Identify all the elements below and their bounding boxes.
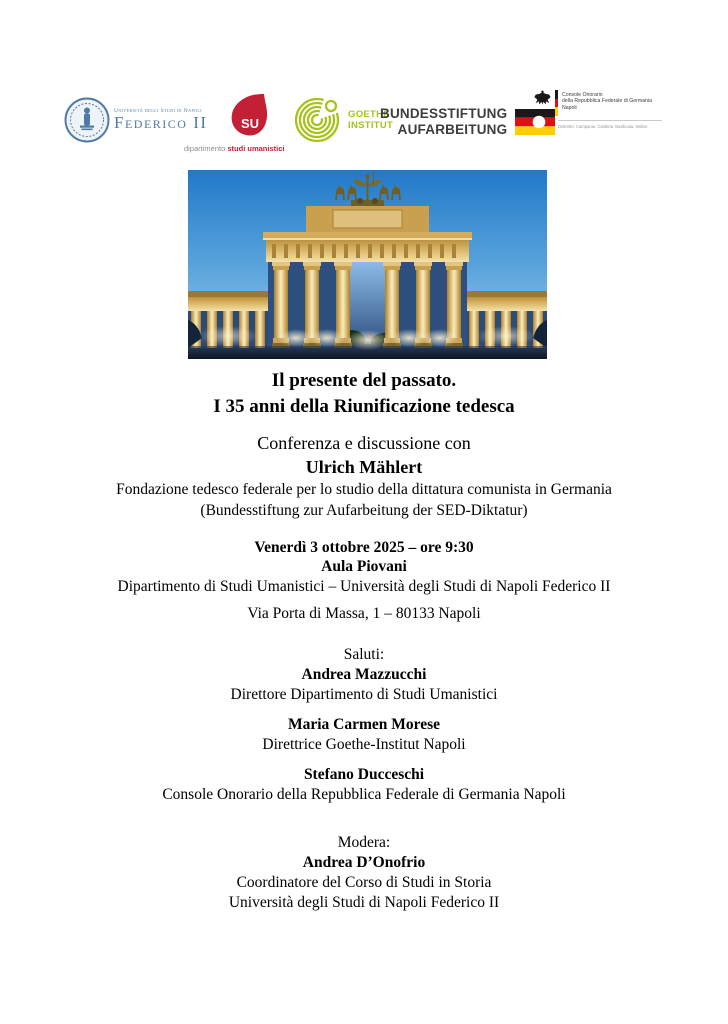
console-districts: Distretto: Campania, Calabria, Basilicata, Molise: [558, 124, 648, 129]
goethe-line1: GOETHE: [348, 109, 390, 120]
federico-ii-university-line: Università degli Studi di Napoli: [114, 108, 202, 114]
event-when-where: [0, 538, 728, 624]
event-venue: Aula Piovani: [321, 558, 407, 575]
vertical-tricolor-icon: [555, 90, 558, 116]
console-onorario-logo: [534, 90, 670, 129]
speaker-role: Direttore Dipartimento di Studi Umanistici: [230, 686, 498, 703]
guest-name: Ulrich Mählert: [305, 457, 423, 477]
speaker-role: Console Onorario della Repubblica Federale di Germania Napoli: [162, 786, 566, 803]
guest-role-italian: Fondazione tedesco federale per lo studio della dittatura comunista in Germania: [116, 481, 612, 498]
console-line3: Napoli: [562, 104, 577, 111]
moderator-name: Andrea D’Onofrio: [302, 854, 426, 871]
goethe-line2: INSTITUT: [348, 120, 394, 131]
bundesstiftung-line2: AUFARBEITUNG: [397, 122, 508, 137]
brandenburg-gate-photo: [188, 170, 547, 359]
event-address: Via Porta di Massa, 1 – 80133 Napoli: [247, 605, 481, 622]
event-title-line1: Il presente del passato.: [271, 370, 457, 391]
flyer-content: [0, 368, 728, 913]
event-datetime: Venerdì 3 ottobre 2025 – ore 9:30: [254, 539, 474, 556]
svg-text:SU: SU: [241, 116, 260, 131]
goethe-institut-logo: [291, 94, 393, 146]
modera-label: Modera:: [337, 834, 391, 851]
speaker-block: [0, 715, 728, 755]
logo-band: [0, 0, 728, 165]
su-drop-icon: [228, 92, 272, 143]
event-subtitle: Conferenza e discussione con: [257, 433, 471, 453]
speaker-name: Stefano Ducceschi: [303, 766, 425, 783]
su-label-bold: studi umanistici: [227, 144, 285, 153]
federico-ii-seal-icon: [64, 97, 110, 143]
goethe-arcs-icon: [291, 94, 343, 146]
speaker-name: Andrea Mazzucchi: [301, 666, 427, 683]
event-venue-org: Dipartimento di Studi Umanistici – Università degli Studi di Napoli Federico II: [117, 578, 611, 595]
console-divider: [558, 120, 662, 121]
event-title: [0, 368, 728, 420]
bundesstiftung-line1: BUNDESSTIFTUNG: [380, 106, 508, 121]
event-title-line2: I 35 anni della Riunificazione tedesca: [213, 396, 515, 417]
console-onorario-text: [562, 90, 652, 111]
speaker-name: Maria Carmen Morese: [287, 716, 441, 733]
speaker-role: Direttrice Goethe-Institut Napoli: [262, 736, 466, 753]
saluti-label: Saluti:: [343, 646, 385, 663]
su-department-label: [184, 144, 290, 153]
speaker-block: [0, 665, 728, 705]
console-line1: Console Onorario: [562, 92, 603, 98]
guest-role-german: (Bundesstiftung zur Aufarbeitung der SED-Diktatur): [200, 502, 528, 519]
su-label-prefix: dipartimento: [184, 144, 228, 153]
modera-section: [0, 833, 728, 913]
bundesstiftung-wordmark: [380, 106, 507, 138]
bundesstiftung-logo: [380, 106, 555, 138]
studi-umanistici-logo: [184, 92, 290, 153]
console-line2: della Repubblica Federale di Germania: [562, 98, 652, 105]
saluti-section: [0, 645, 728, 805]
moderator-role1: Coordinatore del Corso di Studi in Storia: [236, 874, 492, 891]
federico-ii-name: Federico II: [114, 113, 208, 132]
federal-eagle-icon: [534, 90, 551, 106]
moderator-role2: Università degli Studi di Napoli Federico II: [228, 894, 500, 911]
speaker-block: [0, 765, 728, 805]
